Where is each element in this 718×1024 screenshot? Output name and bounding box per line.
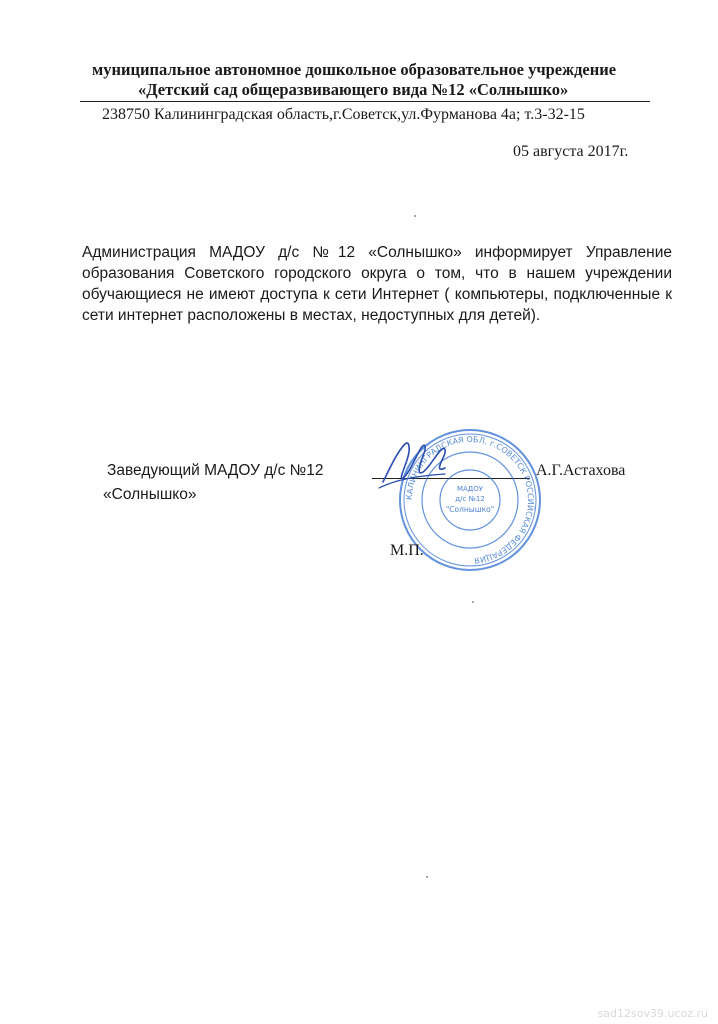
stamp-inner-line3: "Солнышко" bbox=[445, 505, 495, 514]
org-name-line2: «Детский сад общеразвивающего вида №12 «Солнышко» bbox=[138, 80, 569, 99]
signer-title-line2: «Солнышко» bbox=[103, 486, 197, 503]
signer-name: А.Г.Астахова bbox=[536, 462, 626, 479]
stamp-place-label: М.П. bbox=[390, 542, 424, 559]
header-divider bbox=[80, 101, 650, 102]
stamp-inner-line2: д/с №12 bbox=[455, 495, 485, 503]
site-watermark: sad12sov39.ucoz.ru bbox=[597, 1007, 708, 1020]
signer-title-line1: Заведующий МАДОУ д/с №12 bbox=[107, 462, 324, 479]
scan-speck bbox=[414, 215, 416, 217]
stamp-ring-text: КАЛИНИНГРАДСКАЯ ОБЛ. г.СОВЕТСК РОССИЙСКАЯ ФЕДЕРАЦИЯ bbox=[404, 434, 536, 565]
org-address: 238750 Калининградская область,г.Советск,ул.Фурманова 4а; т.3-32-15 bbox=[102, 106, 585, 123]
scan-speck bbox=[472, 601, 474, 603]
org-name-line1: муниципальное автономное дошкольное образовательное учреждение bbox=[92, 60, 617, 79]
handwritten-signature bbox=[375, 430, 455, 500]
document-date: 05 августа 2017г. bbox=[513, 143, 629, 160]
body-paragraph: Администрация МАДОУ д/с №12 «Солнышко» информирует Управление образования Советского городского округа о том, что в нашем учреждении обучающиеся не имеют доступа к сети Интернет ( компьютеры, подключенные к сети интернет расположены в местах, недоступных для детей). bbox=[82, 244, 672, 324]
scan-speck bbox=[426, 876, 428, 878]
stamp-inner-line1: МАДОУ bbox=[456, 485, 484, 493]
